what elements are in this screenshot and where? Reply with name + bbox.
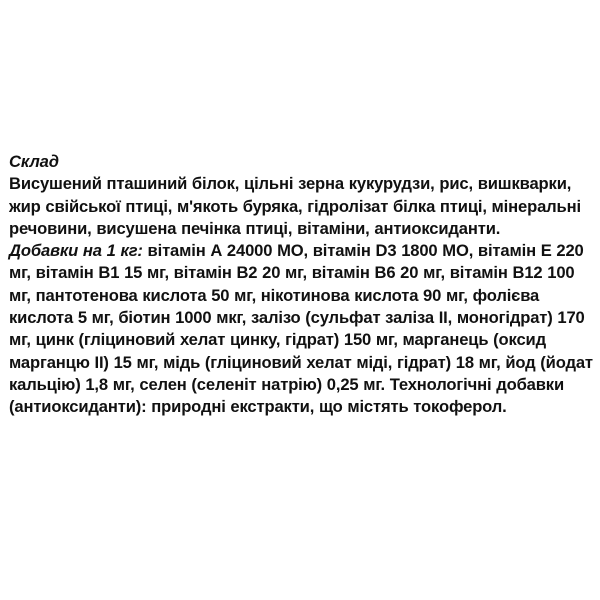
additives-label: Добавки на 1 кг: xyxy=(9,241,143,261)
ingredients-text: Висушений пташиний білок, цільні зерна кукурудзи, рис, вишкварки, жир свійської птиці, м'якоть буряка, гідролізат білка птиці, мінеральні речовини, висушена печінка птиці, вітаміни, антиоксиданти. xyxy=(9,174,581,238)
composition-block xyxy=(9,151,595,419)
composition-heading: Склад xyxy=(9,152,59,171)
additives-text: вітамін А 24000 МО, вітамін D3 1800 МО, вітамін Е 220 мг, вітамін B1 15 мг, вітамін B2 20 мг, вітамін B6 20 мг, вітамін B12 100 мг, пантотенова кислота 50 мг, нікотинова кислота 90 мг, фолієва кислота 5 мг, біотин 1000 мкг, залізо (сульфат заліза ІІ, моногідрат) 170 мг, цинк (гліциновий хелат цинку, гідрат) 150 мг, марганець (оксид марганцю II) 15 мг, мідь (гліциновий хелат міді, гідрат) 18 мг, йод (йодат кальцію) 1,8 мг, селен (селеніт натрію) 0,25 мг. Технологічні добавки (антиоксиданти): природні екстракти, що містять токоферол. xyxy=(9,241,593,417)
